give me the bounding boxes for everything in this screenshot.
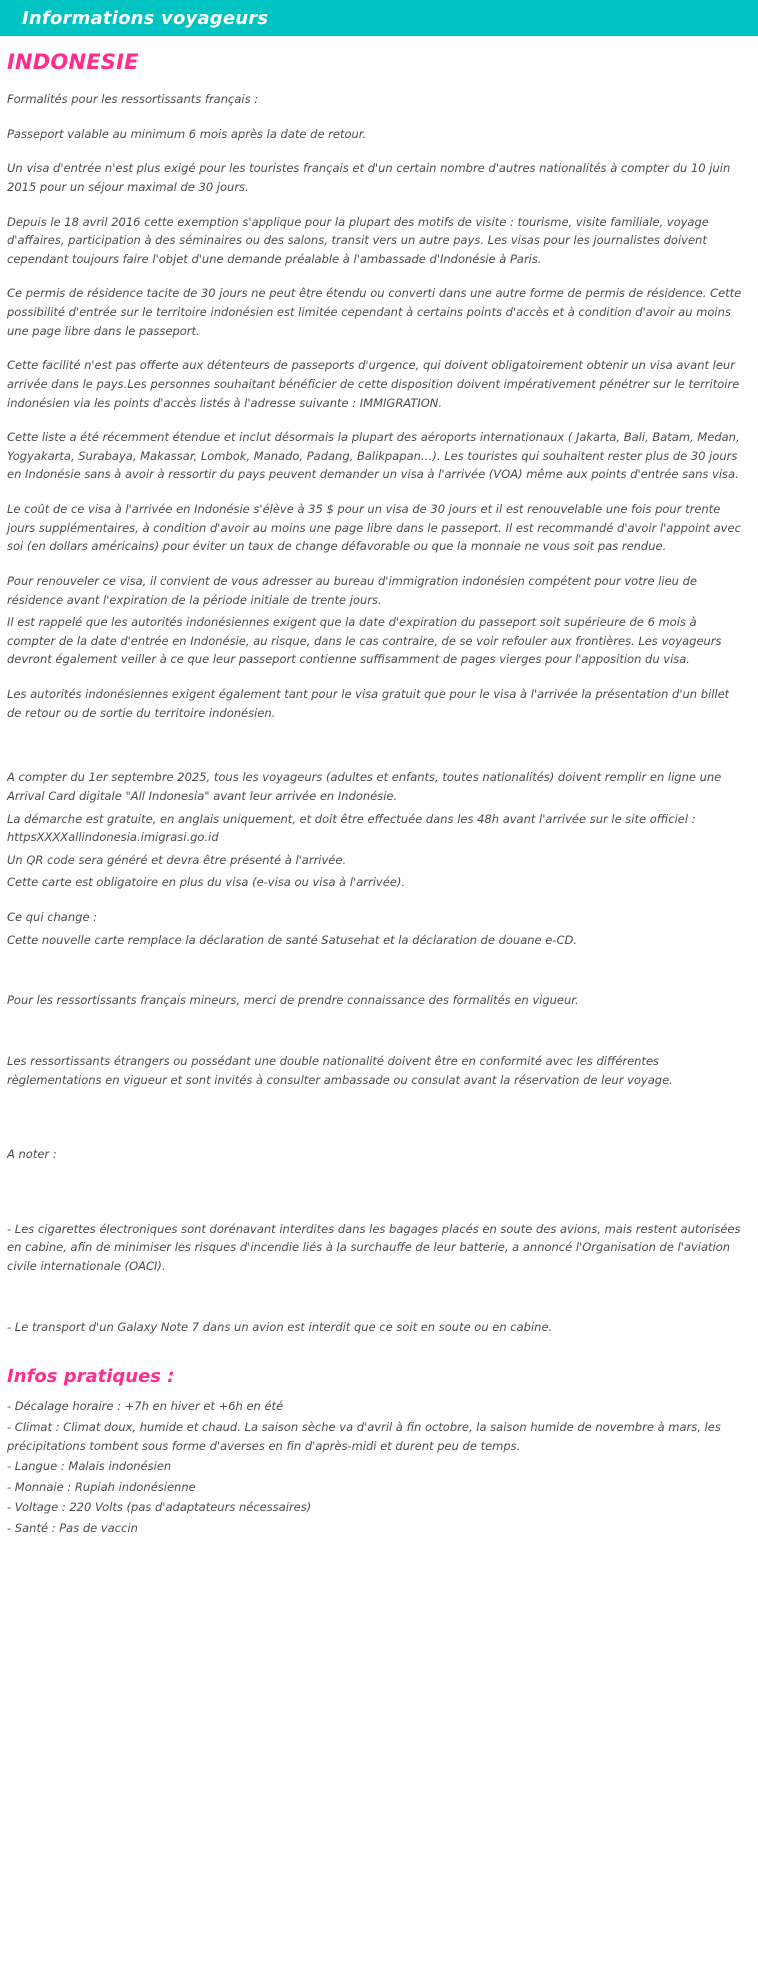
paragraph-formalities: Formalités pour les ressortissants français :: [7, 92, 259, 106]
paragraph-change-label: Ce qui change :: [7, 910, 98, 924]
spacer: [7, 1119, 744, 1145]
spacer: [7, 979, 744, 991]
list-item: - Climat : Climat doux, humide et chaud. La saison sèche va d'avril à fin octobre, la saison humide de novembre à mars, les précipitations tombent sous forme d'averses en fin d'après-midi et durent peu de temps.: [7, 1419, 721, 1453]
note-label: A noter :: [7, 1147, 57, 1162]
paragraph-exit-ticket: Les autorités indonésiennes exigent également tant pour le visa gratuit que pour le visa à l'arrivée la présentation d'un billet de retour ou de sortie du territoire indonésien.: [7, 687, 730, 720]
paragraph-residence-permit: Ce permis de résidence tacite de 30 jours ne peut être étendu ou converti dans une autre forme de permis de résidence. Cette possibilité d'entrée sur le territoire indonésien est limitée cependant à certains points d'accès et à condition d'avoir au moins une page libre dans le passeport.: [7, 286, 742, 338]
note-galaxy-note-7: - Le transport d'un Galaxy Note 7 dans un avion est interdit que ce soit en soute ou en cabine.: [7, 1319, 553, 1334]
paragraph-exemption-scope: Depuis le 18 avril 2016 cette exemption s'applique pour la plupart des motifs de visite : tourisme, visite familiale, voyage d'affaires, participation à des séminaires ou des salons, transit vers un autre pays. Les visas pour les journalistes doivent cependant toujours faire l'objet d'une demande préalable à l'ambassade d'Indonésie à Paris.: [7, 214, 709, 266]
list-item: - Santé : Pas de vaccin: [7, 1521, 138, 1535]
page-header: [0, 0, 758, 36]
practical-info-heading: Infos pratiques :: [7, 1366, 175, 1388]
spacer: [7, 1040, 744, 1052]
note-ecigarettes: - Les cigarettes électroniques sont dorénavant interdites dans les bagages placés en soute des avions, mais restent autorisées en cabine, afin de minimiser les risques d'incendie liés à la surchauffe de leur batterie, a annoncé l'Organisation de l'aviation civile internationale (OACI).: [7, 1221, 741, 1273]
paragraph-arrival-card-mandatory: Cette carte est obligatoire en plus du visa (e-visa ou visa à l'arrivée).: [7, 875, 406, 890]
practical-info-list: [7, 1397, 744, 1537]
paragraph-passport-expiry: Il est rappelé que les autorités indonésiennes exigent que la date d'expiration du passeport soit supérieure de 6 mois à compter de la date d'entrée en Indonésie, au risque, dans le cas contraire, de se voir refouler aux frontières. Les voyageurs devront également veiller à ce que leur passeport contienne suffisamment de pages vierges pour l'apposition du visa.: [7, 615, 722, 667]
paragraph-arrival-card-qr: Un QR code sera généré et devra être présenté à l'arrivée.: [7, 852, 347, 867]
paragraph-arrival-card-intro: A compter du 1er septembre 2025, tous les voyageurs (adultes et enfants, toutes nationalités) doivent remplir en ligne une Arrival Card digitale "All Indonesia" avant leur arrivée en Indonésie.: [7, 770, 722, 803]
paragraph-change-detail: Cette nouvelle carte remplace la déclaration de santé Satusehat et la déclaration de douane e-CD.: [7, 932, 578, 947]
paragraph-foreign-nationals: Les ressortissants étrangers ou possédant une double nationalité doivent être en conformité avec les différentes règlementations en vigueur et sont invités à consulter ambassade ou consulat avant la réservation de leur voyage.: [7, 1053, 673, 1087]
country-heading: INDONESIE: [7, 50, 139, 74]
paragraph-visa-exemption: Un visa d'entrée n'est plus exigé pour les touristes français et d'un certain nombre d'autres nationalités à compter du 10 juin 2015 pour un séjour maximal de 30 jours.: [7, 161, 731, 194]
paragraph-arrival-card-procedure: La démarche est gratuite, en anglais uniquement, et doit être effectuée dans les 48h avant l'arrivée sur le site officiel : httpsXXXXallindonesia.imigrasi.go.id: [7, 811, 696, 845]
paragraph-emergency-passport: Cette facilité n'est pas offerte aux détenteurs de passeports d'urgence, qui doivent obligatoirement obtenir un visa avant leur arrivée dans le pays.Les personnes souhaitant bénéficier de cette disposition doivent impérativement pénétrer sur le territoire indonésien via les points d'accès listés à l'adresse suivante : IMMIGRATION.: [7, 358, 740, 410]
list-item: - Monnaie : Rupiah indonésienne: [7, 1479, 196, 1494]
paragraph-visa-renewal: Pour renouveler ce visa, il convient de vous adresser au bureau d'immigration indonésien compétent pour votre lieu de résidence avant l'expiration de la période initiale de trente jours.: [7, 573, 697, 607]
paragraph-airport-list: Cette liste a été récemment étendue et inclut désormais la plupart des aéroports internationaux ( Jakarta, Bali, Batam, Medan, Yogyakarta, Surabaya, Makassar, Lombok, Manado, Padang, Balikpapan…). Les touristes qui souhaitent rester plus de 30 jours en Indonésie sans à avoir à ressortir du pays peuvent demander un visa à l'arrivée (VOA) même aux points d'entrée sans visa.: [7, 430, 740, 482]
spacer: [7, 1194, 744, 1220]
list-item: - Langue : Malais indonésien: [7, 1459, 172, 1474]
paragraph-visa-cost: Le coût de ce visa à l'arrivée en Indonésie s'élève à 35 $ pour un visa de 30 jours et il est renouvelable une fois pour trente jours supplémentaires, à condition d'avoir au moins une page libre dans le passeport. Il est recommandé d'avoir l'appoint avec soi (en dollars américains) pour éviter un taux de change défavorable ou que la monnaie ne vous soit pas rendue.: [7, 502, 741, 554]
spacer: [7, 1306, 744, 1318]
list-item: - Décalage horaire : +7h en hiver et +6h en été: [7, 1399, 284, 1414]
page-title: Informations voyageurs: [22, 7, 269, 29]
document-content: [0, 36, 758, 1560]
list-item: - Voltage : 220 Volts (pas d'adaptateurs nécessaires): [7, 1500, 312, 1515]
paragraph-minors: Pour les ressortissants français mineurs, merci de prendre connaissance des formalités en vigueur.: [7, 993, 579, 1008]
paragraph-passport-validity: Passeport valable au minimum 6 mois après la date de retour.: [7, 126, 367, 141]
